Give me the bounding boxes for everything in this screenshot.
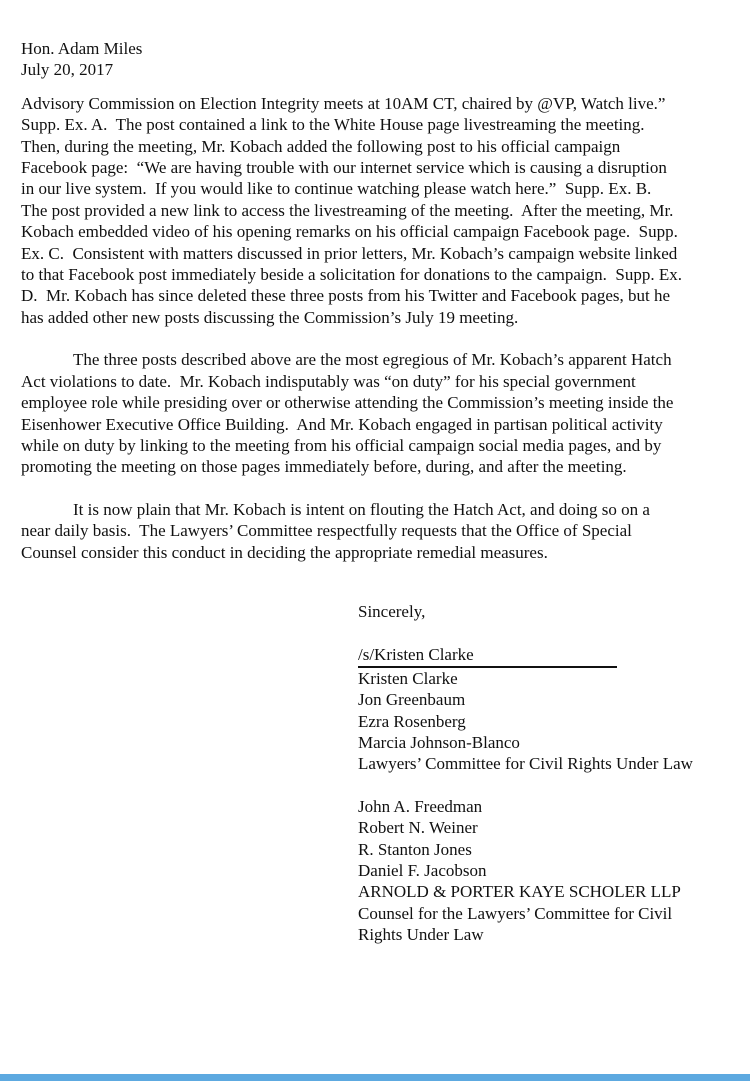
closing-salutation: Sincerely, [358,601,426,621]
recipient: Hon. Adam Miles [21,39,143,58]
signatory-name: Kristen Clarke [358,668,458,688]
letter-line: D. Mr. Kobach has since deleted these three posts from his Twitter and Facebook pages, but he [21,286,671,306]
footer-bar [0,1074,750,1081]
signatory-name: Marcia Johnson-Blanco [358,732,520,752]
letter-line: Then, during the meeting, Mr. Kobach added the following post to his official campaign [21,136,621,156]
letter-line: Facebook page: “We are having trouble with our internet service which is causing a disruption [21,158,667,178]
letter-line: while on duty by linking to the meeting from his official campaign social media pages, and by [21,435,662,455]
signatory-name: Daniel F. Jacobson [358,861,487,880]
letter-line: Counsel consider this conduct in deciding the appropriate remedial measures. [21,542,548,562]
signature-block [358,601,741,946]
letter-line: Act violations to date. Mr. Kobach indisputably was “on duty” for his special government [21,371,636,391]
letter-line: It is now plain that Mr. Kobach is intent on flouting the Hatch Act, and doing so on a [73,499,650,519]
letter-line: promoting the meeting on those pages immediately before, during, and after the meeting. [21,457,627,477]
signatory-name: Jon Greenbaum [358,690,466,710]
letter-date: July 20, 2017 [21,60,114,80]
letter-line: to that Facebook post immediately beside a solicitation for donations to the campaign. Supp. Ex. [21,265,682,285]
letter-line: Ex. C. Consistent with matters discussed in prior letters, Mr. Kobach’s campaign website linked [21,243,678,263]
letter-line: Advisory Commission on Election Integrity meets at 10AM CT, chaired by @VP, Watch live.” [21,93,666,113]
signature-line [358,644,617,667]
counsel-role-line: Rights Under Law [358,925,484,945]
letter-line: has added other new posts discussing the Commission’s July 19 meeting. [21,307,519,327]
paragraph [21,349,741,477]
counsel-role-line: Counsel for the Lawyers’ Committee for Civil [358,903,673,923]
signatory-name: R. Stanton Jones [358,839,472,859]
paragraph [21,93,741,328]
signatories-group-1 [358,668,741,775]
electronic-signature: /s/Kristen Clarke [358,645,474,665]
signatory-name: Robert N. Weiner [358,818,478,838]
letter-line: Kobach embedded video of his opening remarks on his official campaign Facebook page. Supp. [21,222,678,242]
signatory-name: Ezra Rosenberg [358,711,466,731]
letter-line: in our live system. If you would like to continue watching please watch here.” Supp. Ex. B. [21,179,652,199]
signatory-name: John A. Freedman [358,796,483,816]
law-firm-name: ARNOLD & PORTER KAYE SCHOLER LLP [358,882,681,902]
letter-line: Eisenhower Executive Office Building. And Mr. Kobach engaged in partisan political activity [21,414,663,434]
letter-line: employee role while presiding over or otherwise attending the Commission’s meeting inside the [21,393,674,413]
letter-body [21,38,741,946]
signatories-group-2 [358,796,741,946]
letter-line: Supp. Ex. A. The post contained a link to the White House page livestreaming the meeting. [21,115,645,135]
letter-line: The three posts described above are the most egregious of Mr. Kobach’s apparent Hatch [73,350,672,370]
letter-line: The post provided a new link to access the livestreaming of the meeting. After the meeting, Mr. [21,200,674,220]
paragraph [21,499,741,563]
organization-name: Lawyers’ Committee for Civil Rights Under Law [358,754,693,774]
letter-line: near daily basis. The Lawyers’ Committee respectfully requests that the Office of Special [21,521,632,541]
